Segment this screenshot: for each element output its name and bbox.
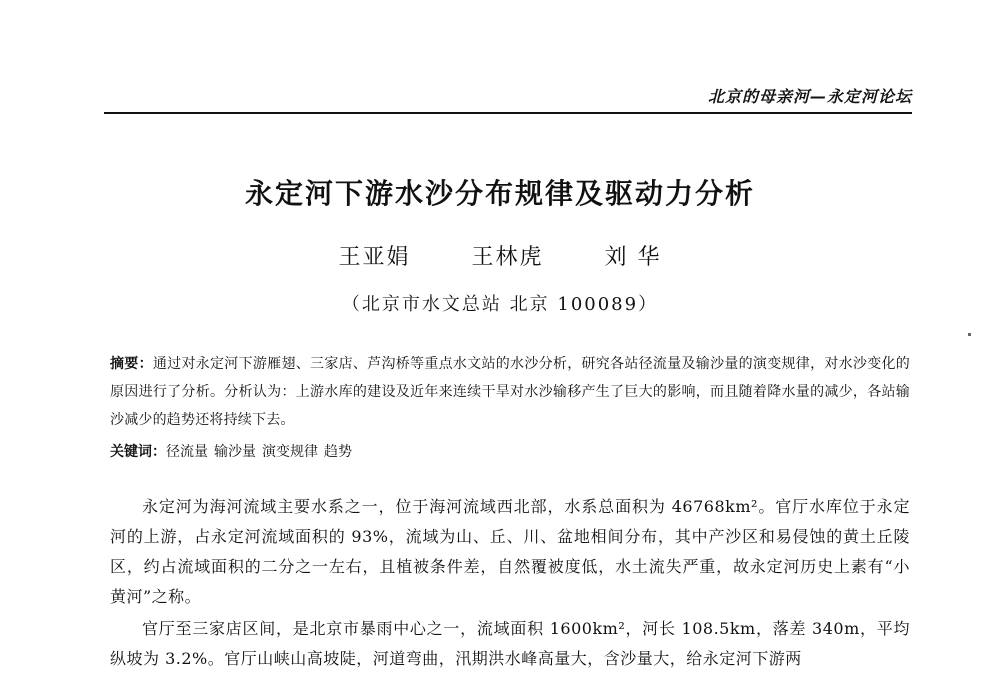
scan-speck [968, 333, 971, 336]
paper-title: 永定河下游水沙分布规律及驱动力分析 [244, 177, 755, 210]
keywords-label: 关键词： [110, 444, 166, 460]
abstract [110, 350, 910, 434]
author-name: 王林虎 [471, 245, 544, 270]
running-header: 北京的母亲河—永定河论坛 [707, 87, 912, 106]
abstract-label: 摘要： [110, 356, 153, 372]
author-affiliation: （北京市水文总站 北京 100089） [341, 294, 659, 315]
body-text [110, 492, 910, 674]
keyword: 径流量 [166, 444, 208, 460]
author-name: 王亚娟 [338, 245, 411, 270]
header-rule [104, 112, 912, 114]
body-paragraph: 官厅至三家店区间，是北京市暴雨中心之一，流域面积 1600km²，河长 108.5km，落差 340m，平均纵坡为 3.2%。官厅山峡山高坡陡，河道弯曲，汛期洪水峰高量大，含沙量大，给永定河下游两 [110, 619, 910, 668]
author-name: 刘 华 [604, 245, 662, 270]
keywords [110, 440, 910, 464]
author-list [0, 240, 1000, 271]
keyword: 演变规律 [262, 444, 318, 460]
abstract-text: 通过对永定河下游雁翅、三家店、芦沟桥等重点水文站的水沙分析，研究各站径流量及输沙量的演变规律，对水沙变化的原因进行了分析。分析认为：上游水库的建设及近年来连续干旱对水沙输移产生了巨大的影响，而且随着降水量的减少，各站输沙减少的趋势还将持续下去。 [110, 356, 910, 428]
keyword: 趋势 [324, 444, 352, 460]
keyword: 输沙量 [214, 444, 256, 460]
body-paragraph: 永定河为海河流域主要水系之一，位于海河流域西北部，水系总面积为 46768km²。官厅水库位于永定河的上游，占永定河流域面积的 93%，流域为山、丘、川、盆地相间分布，其中产沙区和易侵蚀的黄土丘陵区，约占流域面积的二分之一左右，且植被条件差，自然覆被度低，水土流失严重，故永定河历史上素有“小黄河”之称。 [110, 497, 910, 606]
